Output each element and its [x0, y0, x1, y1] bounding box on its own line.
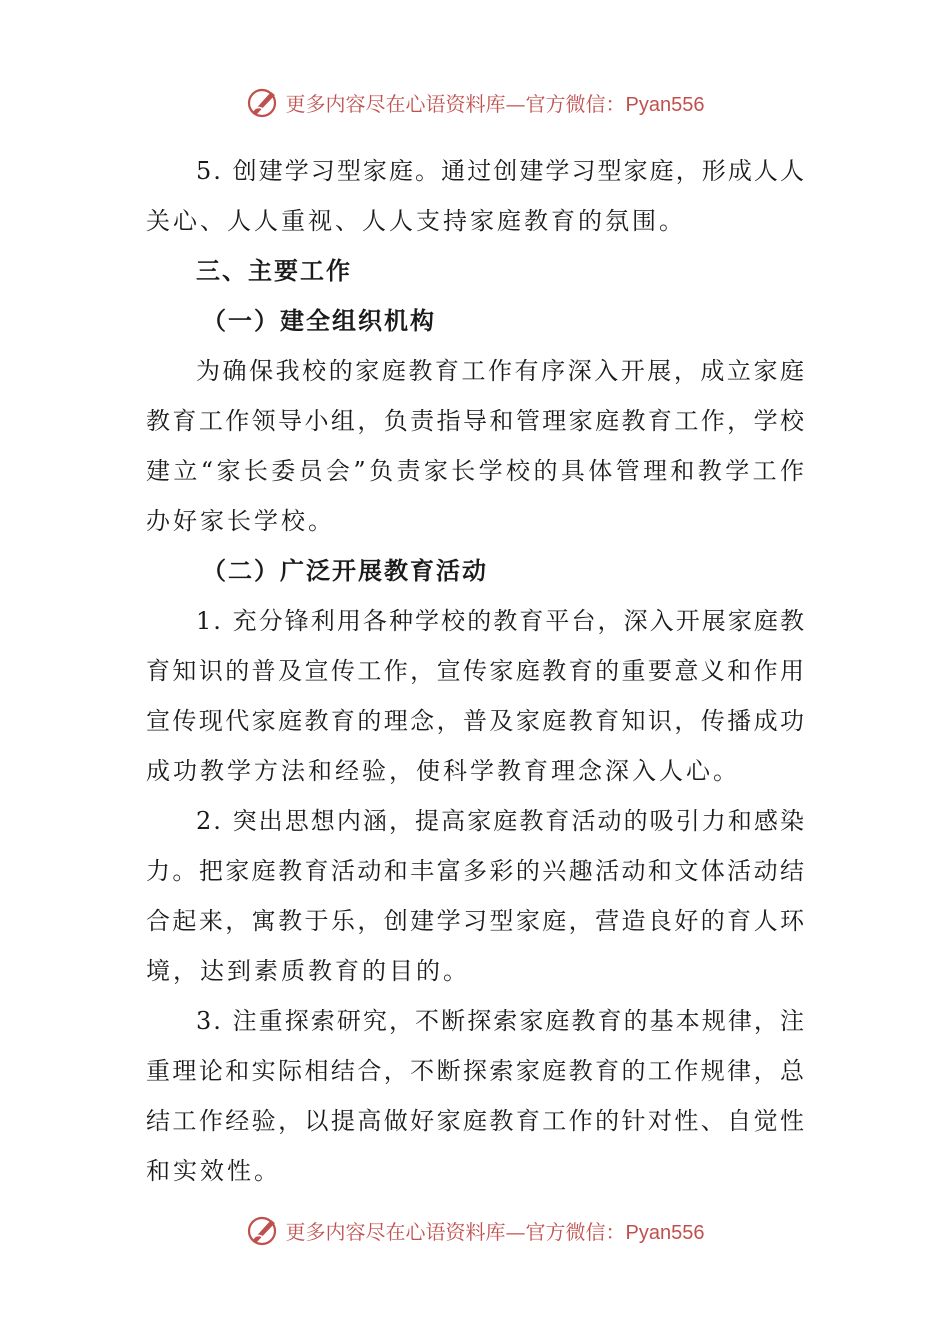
watermark-footer [0, 1210, 950, 1250]
paragraph-line: 育知识的普及宣传工作，宣传家庭教育的重要意义和作用 [146, 657, 806, 685]
paragraph-line: 重理论和实际相结合，不断探索家庭教育的工作规律，总 [146, 1057, 806, 1085]
paragraph-line: 办好家长学校。 [146, 507, 335, 535]
paragraph-line: 为确保我校的家庭教育工作有序深入开展，成立家庭 [196, 357, 806, 385]
paragraph-line: 1. 充分锋利用各种学校的教育平台，深入开展家庭教 [196, 607, 806, 635]
watermark-header [0, 82, 950, 122]
paragraph-line: 成功教学方法和经验，使科学教育理念深入人心。 [146, 757, 740, 785]
paragraph-line: 教育工作领导小组，负责指导和管理家庭教育工作，学校 [146, 407, 806, 435]
paragraph-line: 力。把家庭教育活动和丰富多彩的兴趣活动和文体活动结 [146, 857, 806, 885]
paragraph-line: 境，达到素质教育的目的。 [146, 957, 470, 985]
paragraph-line: 和实效性。 [146, 1157, 281, 1185]
paragraph-line: 建立“家长委员会”负责家长学校的具体管理和教学工作 [146, 457, 806, 485]
section-heading: 三、主要工作 [196, 257, 352, 285]
paragraph-line: 关心、人人重视、人人支持家庭教育的氛围。 [146, 207, 686, 235]
pen-logo-icon [246, 85, 280, 119]
pen-logo-icon [246, 1213, 280, 1247]
paragraph-line: 宣传现代家庭教育的理念，普及家庭教育知识，传播成功 [146, 707, 806, 735]
watermark-text: 更多内容尽在心语资料库—官方微信：Pyan556 [285, 91, 705, 116]
paragraph-line: 结工作经验，以提高做好家庭教育工作的针对性、自觉性 [146, 1107, 806, 1135]
paragraph-line: 5. 创建学习型家庭。通过创建学习型家庭，形成人人 [196, 157, 806, 185]
subsection-heading: （二）广泛开展教育活动 [202, 557, 488, 585]
watermark-text: 更多内容尽在心语资料库—官方微信：Pyan556 [285, 1219, 705, 1244]
paragraph-line: 3. 注重探索研究，不断探索家庭教育的基本规律，注 [196, 1007, 806, 1035]
paragraph-line: 合起来，寓教于乐，创建学习型家庭，营造良好的育人环 [146, 907, 806, 935]
paragraph-line: 2. 突出思想内涵，提高家庭教育活动的吸引力和感染 [196, 807, 806, 835]
document-body [146, 146, 806, 1196]
subsection-heading: （一）建全组织机构 [202, 307, 436, 335]
